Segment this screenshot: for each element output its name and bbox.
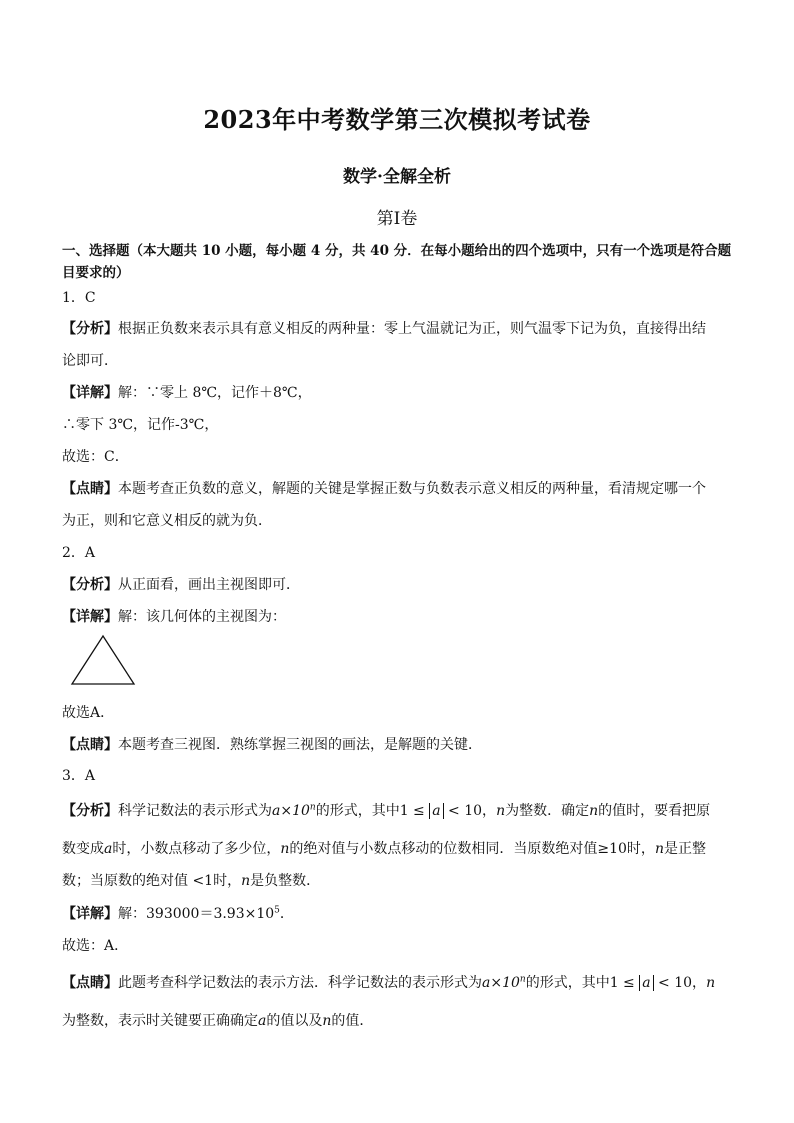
- formula-exponent: 5: [274, 905, 280, 916]
- q1-analysis-text-1: 根据正负数来表示具有意义相反的两种量：零上气温就记为正，则气温零下记为负，直接得出结: [118, 321, 706, 337]
- inequality-right: < 10，: [443, 803, 497, 819]
- analysis-tag: 【分析】: [62, 321, 118, 337]
- text: 的绝对值与小数点移动的位数相同．当原数绝对值≥10时，: [289, 841, 655, 857]
- absolute-value: a: [429, 803, 443, 819]
- q1-detail: [62, 382, 312, 402]
- variable-n: n: [280, 841, 290, 857]
- section-heading: 一、选择题（本大题共 10 小题，每小题 4 分，共 40 分．在每小题给出的四个选项中，只有一个选项是符合题目要求的）: [62, 243, 732, 281]
- text: 是负整数．: [250, 873, 321, 889]
- exam-title: 2023年中考数学第三次模拟考试卷: [203, 105, 591, 134]
- detail-tag: 【详解】: [62, 609, 118, 625]
- formula: [482, 975, 526, 991]
- formula-base: a×10: [482, 975, 520, 991]
- text: 解：: [118, 906, 146, 922]
- text: 的值．: [331, 1013, 374, 1029]
- q2-detail: [62, 606, 286, 626]
- variable-n: n: [654, 841, 664, 857]
- comment-tag: 【点睛】: [62, 481, 118, 497]
- q1-analysis-text-2: 论即可．: [62, 353, 118, 369]
- q1-detail-text-2: ∴零下 3℃，记作-3℃，: [62, 417, 219, 433]
- q3-comment-line-2: [62, 1010, 373, 1030]
- text: 的值时，要看把原: [598, 803, 711, 819]
- detail-tag: 【详解】: [62, 906, 118, 922]
- variable-n: n: [496, 803, 506, 819]
- text: ．: [279, 906, 294, 922]
- q3-analysis-line-1: [62, 800, 710, 820]
- q2-comment: [62, 734, 482, 754]
- variable-a: a: [104, 841, 113, 857]
- q2-analysis: [62, 574, 300, 594]
- text: 为整数．确定: [505, 803, 590, 819]
- variable-n: n: [706, 975, 716, 991]
- q1-comment-text-2: 为正，则和它意义相反的就为负．: [62, 513, 272, 529]
- variable-n: n: [322, 1013, 332, 1029]
- text: 此题考查科学记数法的表示方法．科学记数法的表示形式为: [118, 975, 482, 991]
- text: 的形式，其中: [315, 803, 400, 819]
- exam-subtitle: 数学·全解全析: [343, 167, 451, 187]
- text: 科学记数法的表示形式为: [118, 803, 272, 819]
- text: 时，小数点移动了多少位，: [112, 841, 281, 857]
- front-view-triangle-figure: [70, 634, 136, 686]
- q3-analysis-line-3: [62, 870, 320, 890]
- comment-tag: 【点睛】: [62, 975, 118, 991]
- text: 的形式，其中: [525, 975, 610, 991]
- text: 数；当原数的绝对值 <1时，: [62, 873, 242, 889]
- q2-comment-text-1: 本题考查三视图．熟练掌握三视图的画法，是解题的关键．: [118, 737, 482, 753]
- formula-exponent: n: [519, 974, 526, 985]
- variable-a: a: [258, 1013, 267, 1029]
- q1-choice: 故选：C．: [62, 449, 129, 465]
- q1-detail-text-1: 解：∵零上 8℃，记作＋8℃，: [118, 385, 312, 401]
- analysis-tag: 【分析】: [62, 577, 118, 593]
- text: 数变成: [62, 841, 104, 857]
- inequality-left: 1 ≤: [609, 975, 640, 991]
- q1-analysis: [62, 318, 706, 338]
- q2-analysis-text-1: 从正面看，画出主视图即可．: [118, 577, 300, 593]
- text: 为整数，表示时关键要正确确定: [62, 1013, 258, 1029]
- variable-n: n: [241, 873, 251, 889]
- q3-comment-line-1: [62, 972, 715, 992]
- formula-base: a×10: [272, 803, 310, 819]
- text: 的值以及: [266, 1013, 323, 1029]
- q3-answer: 3．A: [62, 768, 96, 784]
- q3-detail: [62, 903, 294, 923]
- variable-n: n: [589, 803, 599, 819]
- comment-tag: 【点睛】: [62, 737, 118, 753]
- q2-answer: 2．A: [62, 545, 96, 561]
- inequality-left: 1 ≤: [399, 803, 430, 819]
- detail-tag: 【详解】: [62, 385, 118, 401]
- inequality-right: < 10，: [653, 975, 707, 991]
- formula: [272, 803, 316, 819]
- detail-formula: [146, 906, 280, 922]
- q2-detail-text-1: 解：该几何体的主视图为：: [118, 609, 286, 625]
- q3-choice: 故选：A．: [62, 938, 129, 954]
- volume-label: 第Ⅰ卷: [376, 209, 418, 229]
- q3-analysis-line-2: [62, 838, 706, 858]
- q1-comment: [62, 478, 706, 498]
- formula-base: 393000＝3.93×10: [146, 906, 275, 922]
- q1-comment-text-1: 本题考查正负数的意义，解题的关键是掌握正数与负数表示意义相反的两种量，看清规定哪一个: [118, 481, 706, 497]
- text: 是正整: [663, 841, 706, 857]
- q2-choice: 故选A．: [62, 705, 115, 721]
- formula-exponent: n: [309, 802, 316, 813]
- absolute-value: a: [639, 975, 653, 991]
- analysis-tag: 【分析】: [62, 803, 118, 819]
- q1-answer: 1．C: [62, 290, 96, 306]
